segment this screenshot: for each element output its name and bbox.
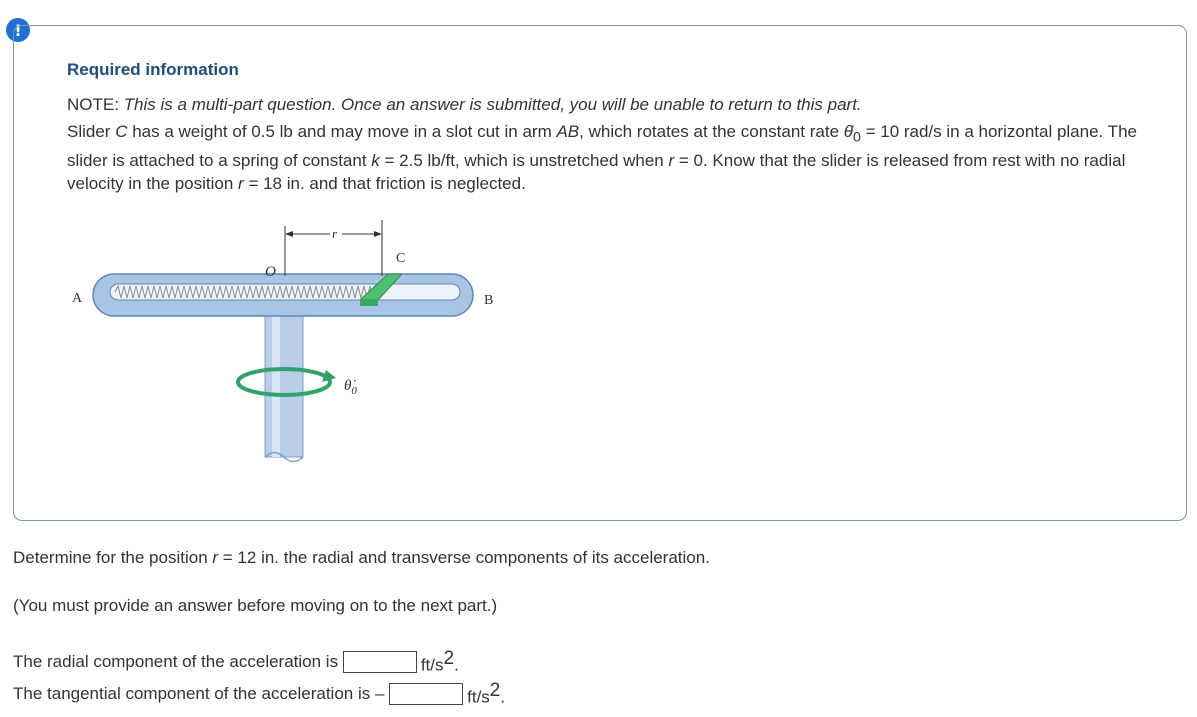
- note-body: This is a multi-part question. Once an answer is submitted, you will be unable to return to this part.: [123, 95, 862, 114]
- question-part: = 12 in. the radial and transverse components of its acceleration.: [218, 548, 710, 567]
- problem-text: , which rotates at the constant rate: [579, 122, 844, 141]
- var-k: k: [371, 151, 380, 171]
- problem-text: = 18 in. and that friction is neglected.: [243, 174, 526, 194]
- label-a: A: [72, 291, 83, 306]
- var-c: C: [115, 122, 128, 141]
- var-ab: AB: [556, 122, 580, 141]
- unit-exponent: 2: [489, 680, 501, 701]
- label-c: C: [396, 251, 406, 266]
- label-theta: [344, 378, 357, 397]
- label-theta-symbol: θ̇: [344, 378, 352, 394]
- unit-period: .: [454, 655, 459, 675]
- theta-dot-symbol: θ̇: [843, 122, 853, 141]
- question-text: [13, 548, 710, 568]
- label-theta-sub: 0: [351, 385, 357, 397]
- unit-period: .: [500, 687, 506, 707]
- problem-statement: [67, 120, 1147, 195]
- tangential-acceleration-input[interactable]: [389, 683, 463, 705]
- var-r: r: [668, 151, 675, 171]
- must-answer-note: (You must provide an answer before moving on to the next part.): [13, 596, 498, 615]
- theta-subscript: 0: [852, 129, 861, 146]
- alert-icon: !: [6, 18, 30, 42]
- problem-text: = 0. Know that the slider is released from rest with no radial velocity in the position: [67, 151, 1126, 194]
- required-information-title: Required information: [67, 60, 239, 79]
- question-part: Determine for the position: [13, 548, 213, 567]
- tangential-unit: [467, 680, 505, 708]
- note-text: [67, 93, 862, 116]
- unit-text: ft/s: [467, 687, 490, 707]
- label-b: B: [484, 293, 494, 308]
- unit-exponent: 2: [443, 648, 455, 669]
- tangential-label: The tangential component of the acceleration is –: [13, 683, 390, 703]
- radial-unit: [421, 648, 459, 676]
- radial-answer-row: [13, 648, 459, 676]
- shaft: [265, 312, 303, 462]
- problem-text: Slider: [67, 122, 116, 141]
- problem-text: = 2.5 lb/ft, which is unstretched when: [379, 151, 669, 171]
- problem-text: has a weight of 0.5 lb and may move in a slot cut in arm: [127, 122, 557, 141]
- label-r: r: [332, 226, 338, 241]
- var-r: r: [212, 548, 219, 567]
- radial-label: The radial component of the acceleration is: [13, 651, 343, 671]
- var-r: r: [238, 174, 244, 194]
- note-prefix: NOTE:: [67, 95, 124, 114]
- problem-text: = 10 rad/s in a horizontal plane. The slider is attached to a spring of constant: [67, 122, 1137, 171]
- label-o: O: [265, 264, 276, 280]
- tangential-answer-row: [13, 680, 505, 708]
- radial-acceleration-input[interactable]: [343, 651, 417, 673]
- slider-arm-diagram: [60, 212, 530, 472]
- unit-text: ft/s: [420, 655, 444, 675]
